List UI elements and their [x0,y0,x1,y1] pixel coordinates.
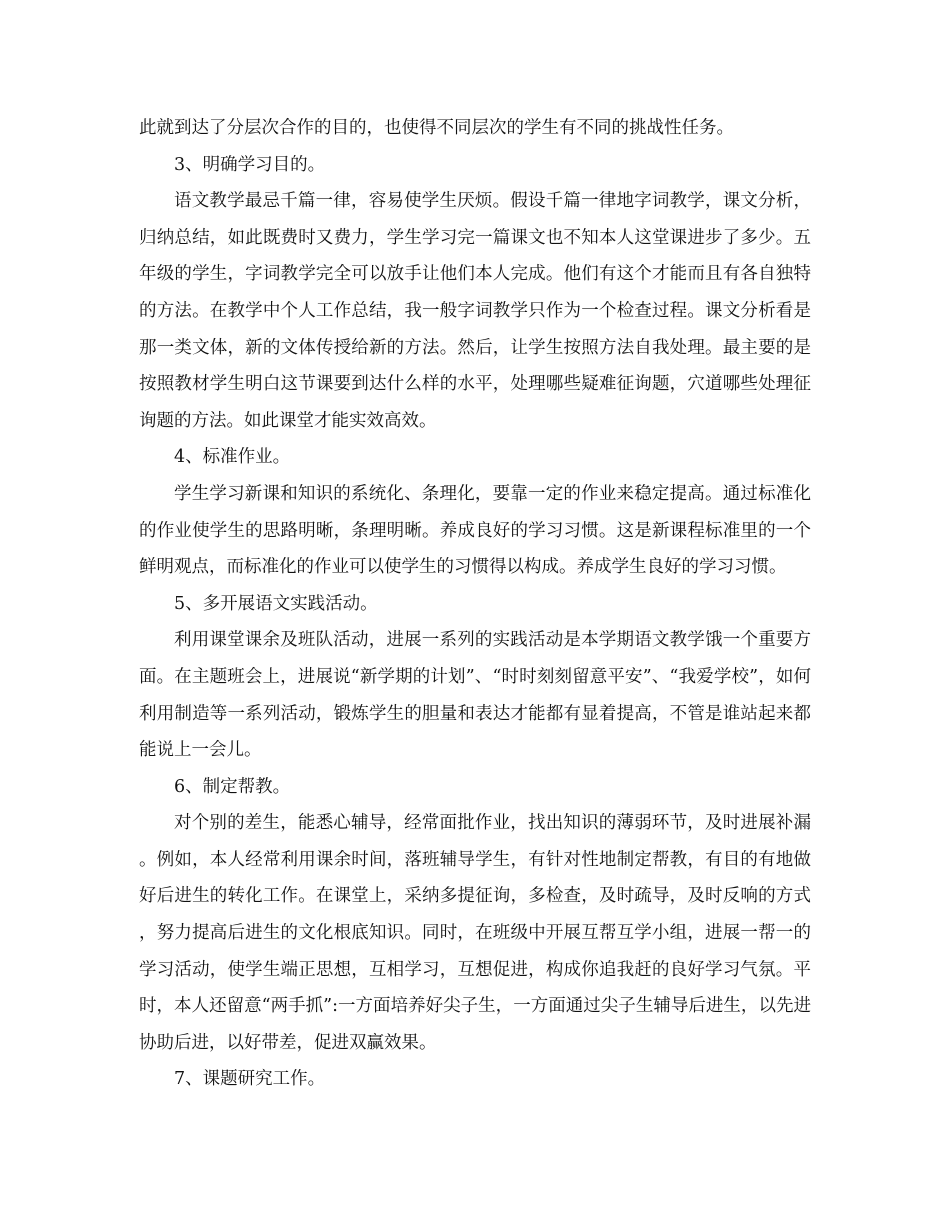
paragraph-tutoring: 对个别的差生，能悉心辅导，经常面批作业，找出知识的薄弱环节，及时进展补漏。例如，本人经常利用课余时间，落班辅导学生，有针对性地制定帮教，有目的有地做好后进生的转化工作。在课堂上，采纳多提征询，多检查，及时疏导，及时反响的方式，努力提高后进生的文化根底知识。同时，在班级中开展互帮互学小组，进展一帮一的学习活动，使学生端正思想，互相学习，互想促进，构成你追我赶的良好学习气氛。平时，本人还留意“两手抓”:一方面培养好尖子生，一方面通过尖子生辅导后进生，以先进协助后进，以好带差，促进双赢效果。 [139,813,811,1053]
paragraph-continuation: 此就到达了分层次合作的目的，也使得不同层次的学生有不同的挑战性任务。 [139,118,734,138]
section-heading-6: 6、制定帮教。 [174,776,291,797]
section-heading-4: 4、标准作业。 [174,447,291,468]
document-page [139,110,811,1098]
section-heading-3: 3、明确学习目的。 [174,154,326,175]
section-heading-7: 7、课题研究工作。 [174,1069,326,1090]
paragraph-learning-goals: 语文教学最忌千篇一律，容易使学生厌烦。假设千篇一律地字词教学，课文分析，归纳总结，如此既费时又费力，学生学习完一篇课文也不知本人这堂课进步了多少。五年级的学生，字词教学完全可以放手让他们本人完成。他们有这个才能而且有各自独特的方法。在教学中个人工作总结，我一般字词教学只作为一个检查过程。课文分析看是那一类文体，新的文体传授给新的方法。然后，让学生按照方法自我处理。最主要的是按照教材学生明白这节课要到达什么样的水平，处理哪些疑难征询题，穴道哪些处理征询题的方法。如此课堂才能实效高效。 [139,191,811,431]
section-heading-5: 5、多开展语文实践活动。 [174,593,378,614]
paragraph-standard-homework: 学生学习新课和知识的系统化、条理化，要靠一定的作业来稳定提高。通过标准化的作业使学生的思路明晰，条理明晰。养成良好的学习习惯。这是新课程标准里的一个鲜明观点，而标准化的作业可以使学生的习惯得以构成。养成学生良好的学习习惯。 [139,483,811,578]
paragraph-practice-activities: 利用课堂课余及班队活动，进展一系列的实践活动是本学期语文教学饿一个重要方面。在主题班会上，进展说“新学期的计划”、“时时刻刻留意平安”、“我爱学校”，如何利用制造等一系列活动，锻炼学生的胆量和表达才能都有显着提高，不管是谁站起来都能说上一会儿。 [139,630,811,761]
